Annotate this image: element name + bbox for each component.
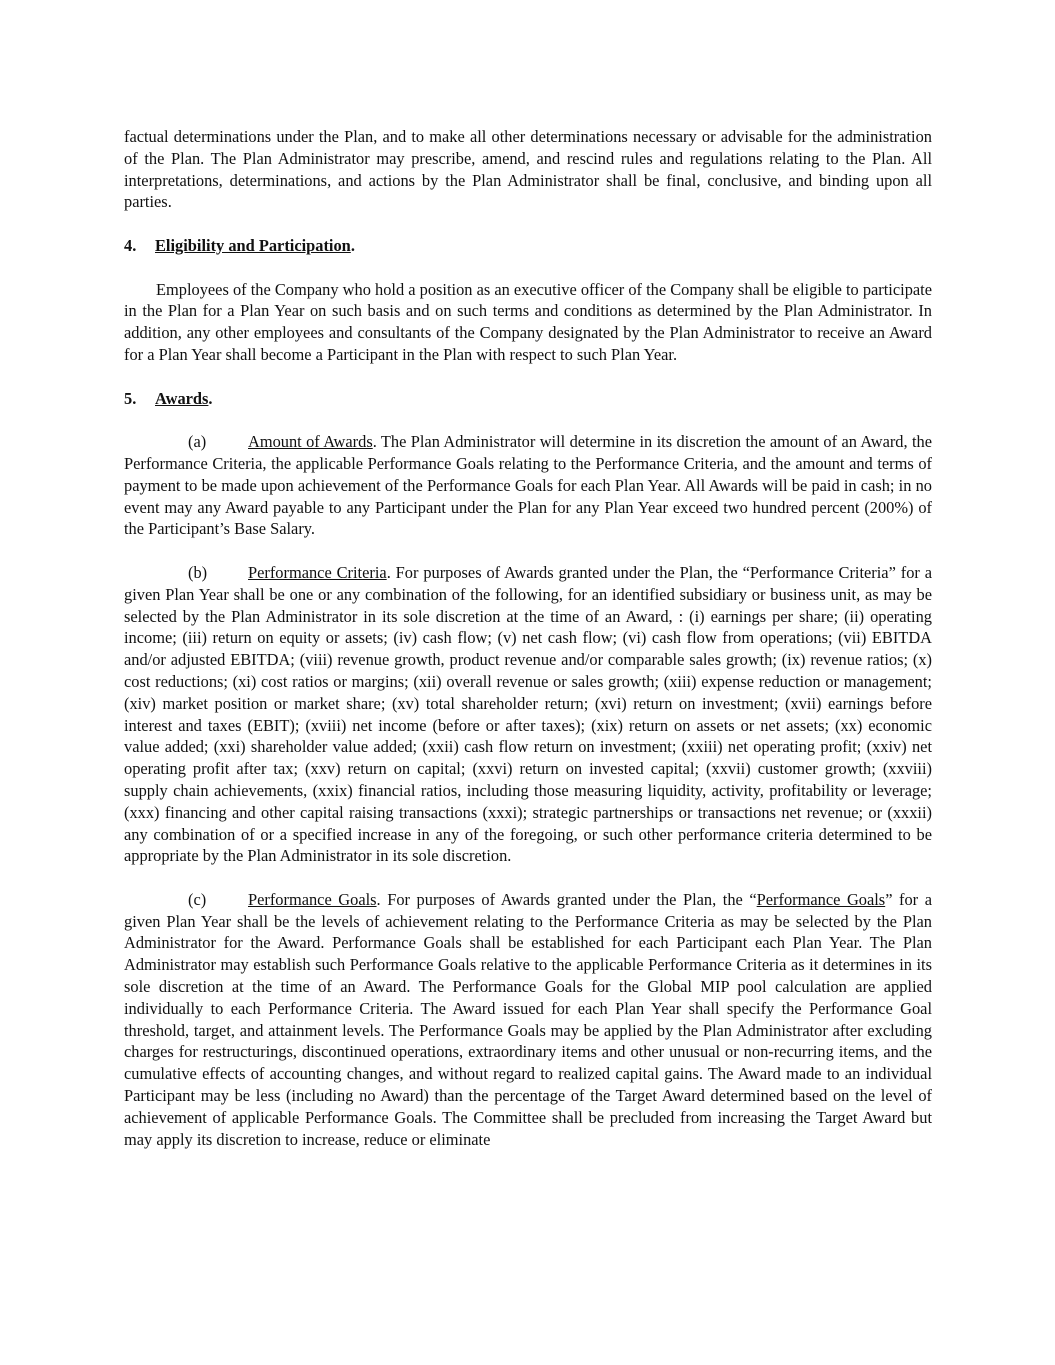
section-5b-paragraph: [124, 562, 932, 867]
section-5-title-end: .: [208, 388, 213, 408]
intro-paragraph: factual determinations under the Plan, and to make all other determinations necessary or advisable for the administration of the Plan. The Plan Administrator may prescribe, amend, and rescind rules and regulations relating to the Plan. All interpretations, determinations, and actions by the Plan Administrator shall be final, conclusive, and binding upon all parties.: [124, 127, 932, 212]
section-5c-text-before: . For purposes of Awards granted under the Plan, the “: [376, 889, 757, 909]
section-5-title: Awards: [155, 388, 209, 408]
section-4-title-end: .: [350, 235, 355, 255]
section-5c-title: Performance Goals: [248, 889, 377, 909]
document-body: [124, 126, 932, 1150]
section-5c-text-after: ” for a given Plan Year shall be the levels of achievement relating to the Performance Criteria as may be selected by the Plan Administrator for the Award. Performance Goals shall be established for each Participant each Plan Year. The Plan Administrator may establish such Performance Goals relative to the applicable Performance Criteria as it determines in its sole discretion at the time of an Award. The Performance Goals for the Global MIP pool calculation are applied individually to each Performance Criteria. The Award issued for each Plan Year shall specify the Performance Goal threshold, target, and attainment levels. The Performance Goals may be applied by the Plan Administrator after excluding charges for restructurings, discontinued operations, extraordinary items and other unusual or non-recurring items, and the cumulative effects of accounting changes, and without regard to realized capital gains. The Award made to an individual Participant may be less (including no Award) than the percentage of the Target Award determined based on the level of achievement of applicable Performance Goals. The Committee shall be precluded from increasing the Target Award but may apply its discretion to increase, reduce or eliminate: [124, 889, 932, 1149]
section-5a-text: . The Plan Administrator will determine in its discretion the amount of an Award, the Performance Criteria, the applicable Performance Goals relating to the Performance Criteria, and the amount and terms of payment to be made upon achievement of the Performance Goals for each Plan Year. All Awards will be paid in cash; in no event may any Award payable to any Participant under the Plan for any Plan Year exceed two hundred percent (200%) of the Participant’s Base Salary.: [124, 432, 932, 539]
section-5a-title: Amount of Awards: [248, 432, 373, 452]
section-4-title: Eligibility and Participation: [155, 235, 351, 255]
section-5-number: 5.: [124, 388, 137, 408]
section-5c-paragraph: [124, 889, 932, 1151]
section-5b-title: Performance Criteria: [248, 562, 387, 582]
section-5b-text: . For purposes of Awards granted under the Plan, the “Performance Criteria” for a given Plan Year shall be one or any combination of the following, for an identified subsidiary or business unit, as may be selected by the Plan Administrator in its sole discretion at the time of an Award, : (i) earnings per share; (ii) operating income; (iii) return on equity or assets; (iv) cash flow; (v) net cash flow; (vi) cash flow from operations; (vii) EBITDA and/or adjusted EBITDA; (viii) revenue growth, product revenue and/or comparable sales growth; (ix) revenue ratios; (x) cost reductions; (xi) cost ratios or margins; (xii) overall revenue or sales growth; (xiii) expense reduction or management; (xiv) market position or market share; (xv) total shareholder return; (xvi) return on investment; (xvii) earnings before interest and taxes (EBIT); (xviii) net income (before or after taxes); (xix) return on assets or net assets; (xx) economic value added; (xxi) shareholder value added; (xxii) cash flow return on investment; (xxiii) net operating profit; (xxiv) net operating profit after tax; (xxv) return on capital; (xxvi) return on invested capital; (xxvii) customer growth; (xxviii) supply chain achievements, (xxix) financial ratios, including those measuring liquidity, activity, profitability or leverage; (xxx) financing and other capital raising transactions (xxxi); strategic partnerships or transactions net revenue; or (xxxii) any combination of or a specified increase in any of the foregoing, or such other performance criteria determined to be appropriate by the Plan Administrator in its sole discretion.: [124, 562, 932, 866]
section-5a-paragraph: [124, 431, 932, 540]
section-4-number: 4.: [124, 235, 137, 255]
section-4-heading: [124, 235, 932, 257]
section-5c-label: (c): [188, 889, 207, 909]
section-4-body: Employees of the Company who hold a position as an executive officer of the Company shall be eligible to participate in the Plan for a Plan Year on such basis and on such terms and conditions as determined by the Plan Administrator. In addition, any other employees and consultants of the Company designated by the Plan Administrator to receive an Award for a Plan Year shall become a Participant in the Plan with respect to such Plan Year.: [124, 279, 932, 364]
section-5b-label: (b): [188, 562, 208, 582]
section-5a-label: (a): [188, 432, 207, 452]
section-5c-defined-term: Performance Goals: [756, 889, 886, 909]
section-5-heading: [124, 388, 932, 410]
